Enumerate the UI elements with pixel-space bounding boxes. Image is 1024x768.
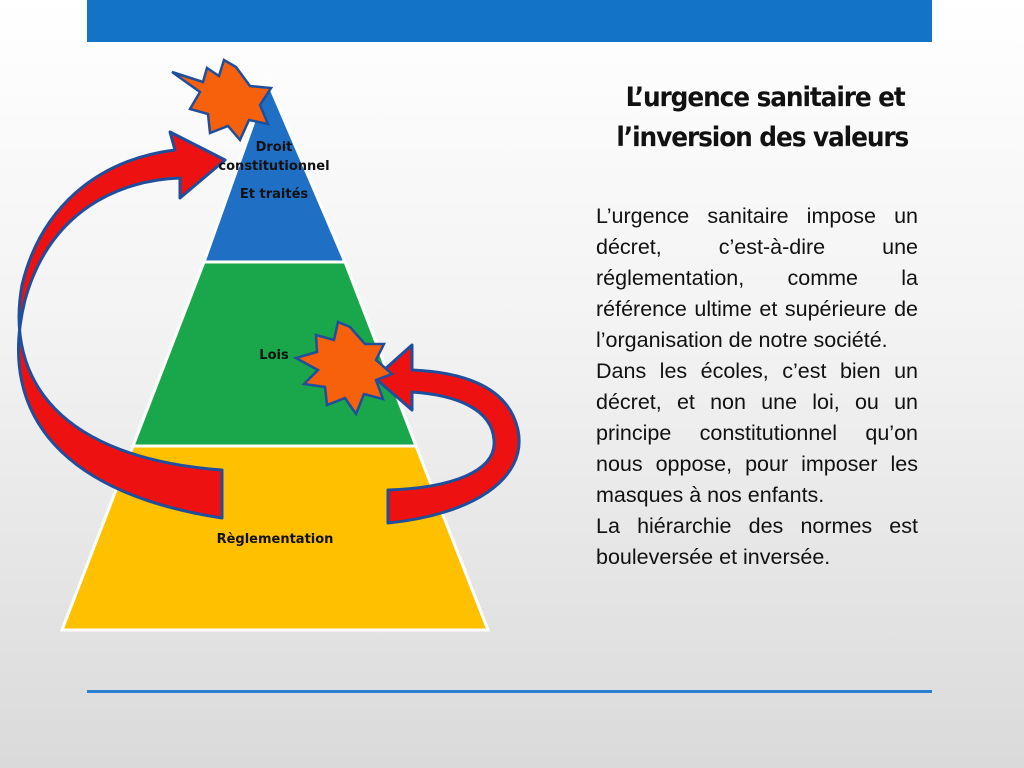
tier-label-constitution-line2: constitutionnel: [218, 159, 330, 174]
tier-label-constitution-line1: Droit: [255, 140, 293, 155]
body-paragraph: Dans les écoles, c’est bien un décret, et non une loi, ou un principe constitutionnel qu’on nous oppose, pour imposer les masques à nos enfants.: [596, 359, 918, 507]
slide-title-line2: l’inversion des valeurs: [616, 122, 909, 153]
tier-label-reglementation: Règlementation: [216, 532, 334, 547]
bottom-divider: [87, 690, 932, 693]
norms-hierarchy-diagram: [0, 0, 560, 660]
body-paragraph: L’urgence sanitaire impose un décret, c’est-à-dire une réglementation, comme la référence ultime et supérieure de l’organisation de notre société.: [596, 204, 918, 352]
body-paragraph: La hiérarchie des normes est bouleversée et inversée.: [596, 514, 918, 569]
slide-title: [598, 78, 909, 158]
tier-label-lois: Lois: [259, 348, 289, 363]
slide-body: [596, 201, 918, 573]
tier-label-constitution-line3: Et traités: [239, 187, 309, 202]
slide-title-line1: L’urgence sanitaire et: [625, 82, 905, 113]
